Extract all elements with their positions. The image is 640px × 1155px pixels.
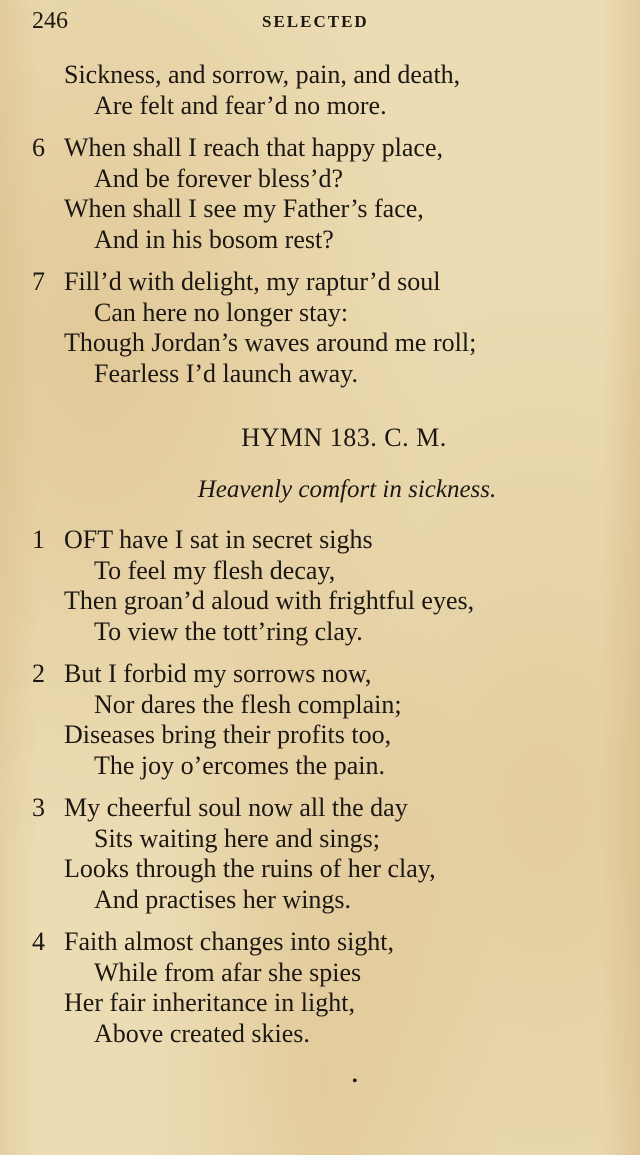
- verse-line: [32, 793, 622, 824]
- verse-line: [32, 525, 622, 556]
- verse-line: Looks through the ruins of her clay,: [64, 854, 436, 883]
- verse-line: Then groan’d aloud with frightful eyes,: [64, 586, 475, 615]
- verse-line: Sits waiting here and sings;: [94, 823, 380, 853]
- stanza-number: 3: [32, 793, 45, 822]
- verse-line: Are felt and fear’d no more.: [94, 90, 387, 120]
- verse-line: While from afar she spies: [94, 957, 362, 987]
- page-content: [32, 60, 622, 1061]
- verse-line: And be forever bless’d?: [94, 163, 344, 193]
- stanza-1: [32, 525, 622, 647]
- hymn-subtitle: Heavenly comfort in sickness.: [197, 476, 497, 503]
- page-header: [32, 8, 610, 36]
- verse-text: When shall I reach that happy place,: [64, 133, 443, 162]
- verse-text: But I forbid my sorrows now,: [64, 659, 372, 688]
- verse-line: [32, 659, 622, 690]
- verse-line: To view the tott’ring clay.: [94, 616, 363, 646]
- verse-line: Sickness, and sorrow, pain, and death,: [64, 60, 461, 89]
- verse-line: Nor dares the flesh complain;: [94, 689, 402, 719]
- hymn-title: HYMN 183. C. M.: [241, 423, 447, 452]
- stanza-continued: [32, 60, 622, 121]
- verse-line: To feel my flesh decay,: [94, 555, 336, 585]
- verse-text: Fill’d with delight, my raptur’d soul: [64, 267, 441, 296]
- verse-line: The joy o’ercomes the pain.: [94, 750, 385, 780]
- verse-line: [32, 133, 622, 164]
- stanza-number: 6: [32, 133, 45, 162]
- stanza-number: 1: [32, 525, 45, 554]
- page-number: 246: [32, 8, 68, 34]
- verse-line: Fearless I’d launch away.: [94, 358, 358, 388]
- verse-line: Her fair inheritance in light,: [64, 988, 355, 1017]
- running-head: SELECTED: [262, 12, 369, 31]
- stanza-6: [32, 133, 622, 255]
- verse-line: Though Jordan’s waves around me roll;: [64, 328, 477, 357]
- stanza-3: [32, 793, 622, 915]
- verse-line: And in his bosom rest?: [94, 224, 334, 254]
- footer-mark: •: [352, 1073, 358, 1090]
- verse-line: [32, 927, 622, 958]
- verse-text: Faith almost changes into sight,: [64, 927, 395, 956]
- verse-text: My cheerful soul now all the day: [64, 793, 408, 822]
- verse-line: [32, 267, 622, 298]
- verse-line: Can here no longer stay:: [94, 297, 349, 327]
- stanza-2: [32, 659, 622, 781]
- stanza-number: 2: [32, 659, 45, 688]
- stanza-7: [32, 267, 622, 389]
- verse-line: When shall I see my Father’s face,: [64, 194, 424, 223]
- stanza-number: 7: [32, 267, 45, 296]
- stanza-number: 4: [32, 927, 45, 956]
- verse-text: OFT have I sat in secret sighs: [64, 525, 373, 554]
- stanza-4: [32, 927, 622, 1049]
- verse-line: And practises her wings.: [94, 884, 352, 914]
- verse-line: Diseases bring their profits too,: [64, 720, 392, 749]
- verse-line: Above created skies.: [94, 1018, 310, 1048]
